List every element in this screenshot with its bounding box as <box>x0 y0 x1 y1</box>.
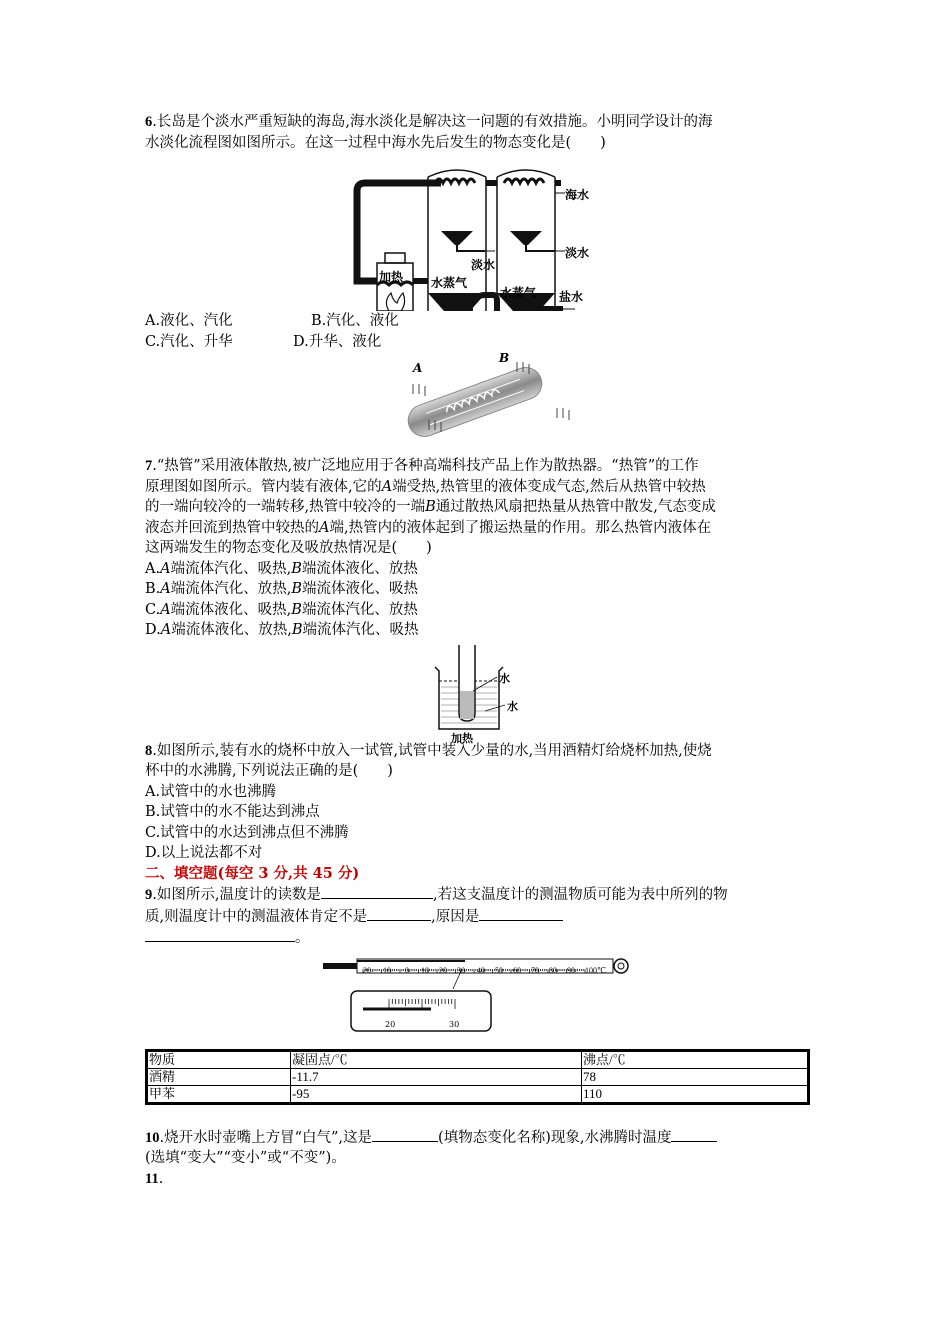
q10-line1: 10.烧开水时壶嘴上方冒“白气”,这是 (填物态变化名称)现象,水沸腾时温度 <box>145 1127 810 1149</box>
q8-option-c: C.试管中的水达到沸点但不沸腾 <box>145 824 349 841</box>
scale-label: 0 <box>405 965 409 975</box>
q9-line1: 9.如图所示,温度计的读数是 ,若这支温度计的测温物质可能为表中所列的物 <box>145 884 810 906</box>
q6-desalination-figure <box>145 153 810 311</box>
q7-line4: 液态并回流到热管中较热的A端,热管内的液体起到了搬运热量的作用。那么热管内液体在 <box>145 519 712 536</box>
q9-thermometer-figure <box>145 949 810 1039</box>
q6-label-brine: 盐水 <box>559 290 584 304</box>
q7-line1: 7.“热管”采用液体散热,被广泛地应用于各种高端科技产品上作为散热器。“热管”的工作 <box>145 458 699 474</box>
scale-label: 10 <box>421 965 429 975</box>
scale-label: 30 <box>457 965 465 975</box>
q9-blank-liquid[interactable] <box>367 906 431 921</box>
q7-line2: 原理图如图所示。管内装有液体,它的A端受热,热管里的液体变成气态,然后从热管中较热 <box>145 478 706 495</box>
desalination-diagram <box>145 153 810 311</box>
table-row: 甲苯 -95 110 <box>147 1085 809 1103</box>
q10-line2: (选填“变大”“变小”或“不变”)。 <box>145 1150 346 1166</box>
scale-label: 100℃ <box>585 965 606 975</box>
scale-label: 90 <box>567 965 575 975</box>
q7-option-a: A.A端流体汽化、吸热,B端流体液化、放热 <box>145 560 418 577</box>
section-2-heading: 二、填空题(每空 3 分,共 45 分) <box>145 864 360 882</box>
q6-label-heat: 加热 <box>379 270 404 284</box>
q7-option-c: C.A端流体液化、吸热,B端流体汽化、放热 <box>145 601 418 618</box>
q8-option-b: B.试管中的水不能达到沸点 <box>145 804 320 820</box>
scale-label: 10 <box>383 965 391 975</box>
q8-line1: 8.如图所示,装有水的烧杯中放入一试管,试管中装入少量的水,当用酒精灯给烧杯加热,使烧 <box>145 742 712 759</box>
q6-label-fresh2: 淡水 <box>565 246 590 260</box>
q7-option-d: D.A端流体液化、放热,B端流体汽化、吸热 <box>145 622 419 638</box>
q8-option-d: D.以上说法都不对 <box>145 845 263 861</box>
q8-label-water2: 水 <box>507 699 518 713</box>
q10-blank-temperature[interactable] <box>671 1127 717 1142</box>
q9-blank-reading[interactable] <box>321 884 433 899</box>
scale-label: 80 <box>549 965 557 975</box>
q6-line1: 6.长岛是个淡水严重短缺的海岛,海水淡化是解决这一问题的有效措施。小明同学设计的海 <box>145 114 713 130</box>
q6-label-steam2: 水蒸气 <box>500 286 537 300</box>
q6-label-fresh1: 淡水 <box>471 258 496 272</box>
q8-label-water1: 水 <box>499 671 510 685</box>
table-header-row: 物质 凝固点/℃ 沸点/℃ <box>147 1050 809 1068</box>
q9-blank-reason[interactable] <box>479 906 563 921</box>
table-row: 酒精 -11.7 78 <box>147 1068 809 1085</box>
zoom-label-30: 30 <box>449 1019 460 1029</box>
q6-label-steam1: 水蒸气 <box>431 276 468 290</box>
scale-label: 70 <box>531 965 539 975</box>
q8-option-a: A.试管中的水也沸腾 <box>145 783 277 800</box>
q7-option-b: B.A端流体汽化、放热,B端流体液化、吸热 <box>145 581 419 597</box>
beaker-diagram <box>145 641 810 741</box>
scale-label: 20 <box>439 965 447 975</box>
exam-page <box>145 112 810 1189</box>
q6-options-row1: A.液化、汽化 B.汽化、液化 <box>145 313 399 329</box>
zoom-label-20: 20 <box>385 1019 396 1029</box>
q6-label-seawater: 海水 <box>565 188 590 202</box>
q7-label-a: A <box>413 361 423 375</box>
q8-label-heat: 加热 <box>451 731 473 745</box>
q9-line2: 质,则温度计中的测温液体肯定不是 ,原因是 <box>145 906 810 928</box>
q11-line1: 11. <box>145 1170 164 1187</box>
substance-table <box>145 1049 810 1105</box>
scale-label: 50 <box>495 965 503 975</box>
q6-options-row2: C.汽化、升华 D.升华、液化 <box>145 333 382 350</box>
q7-line5: 这两端发生的物态变化及吸放热情况是( ) <box>145 540 432 556</box>
q10-blank-phase-change[interactable] <box>372 1127 438 1142</box>
scale-label: 60 <box>513 965 521 975</box>
q9-blank-reason-cont[interactable] <box>145 927 295 942</box>
q7-label-b: B <box>499 351 510 365</box>
q7-line3: 的一端向较冷的一端转移,热管中较冷的一端B通过散热风扇把热量从热管中散发,气态变成 <box>145 499 716 515</box>
q9-line3: 。 <box>145 927 810 949</box>
q8-line2: 杯中的水沸腾,下列说法正确的是( ) <box>145 763 393 779</box>
q7-heat-pipe-figure <box>145 352 810 456</box>
heat-pipe-diagram <box>145 352 810 456</box>
scale-label: 20 <box>363 965 371 975</box>
scale-label: 40 <box>477 965 485 975</box>
q8-beaker-figure <box>145 641 810 745</box>
q6-line2: 水淡化流程图如图所示。在这一过程中海水先后发生的物态变化是( ) <box>145 134 606 151</box>
